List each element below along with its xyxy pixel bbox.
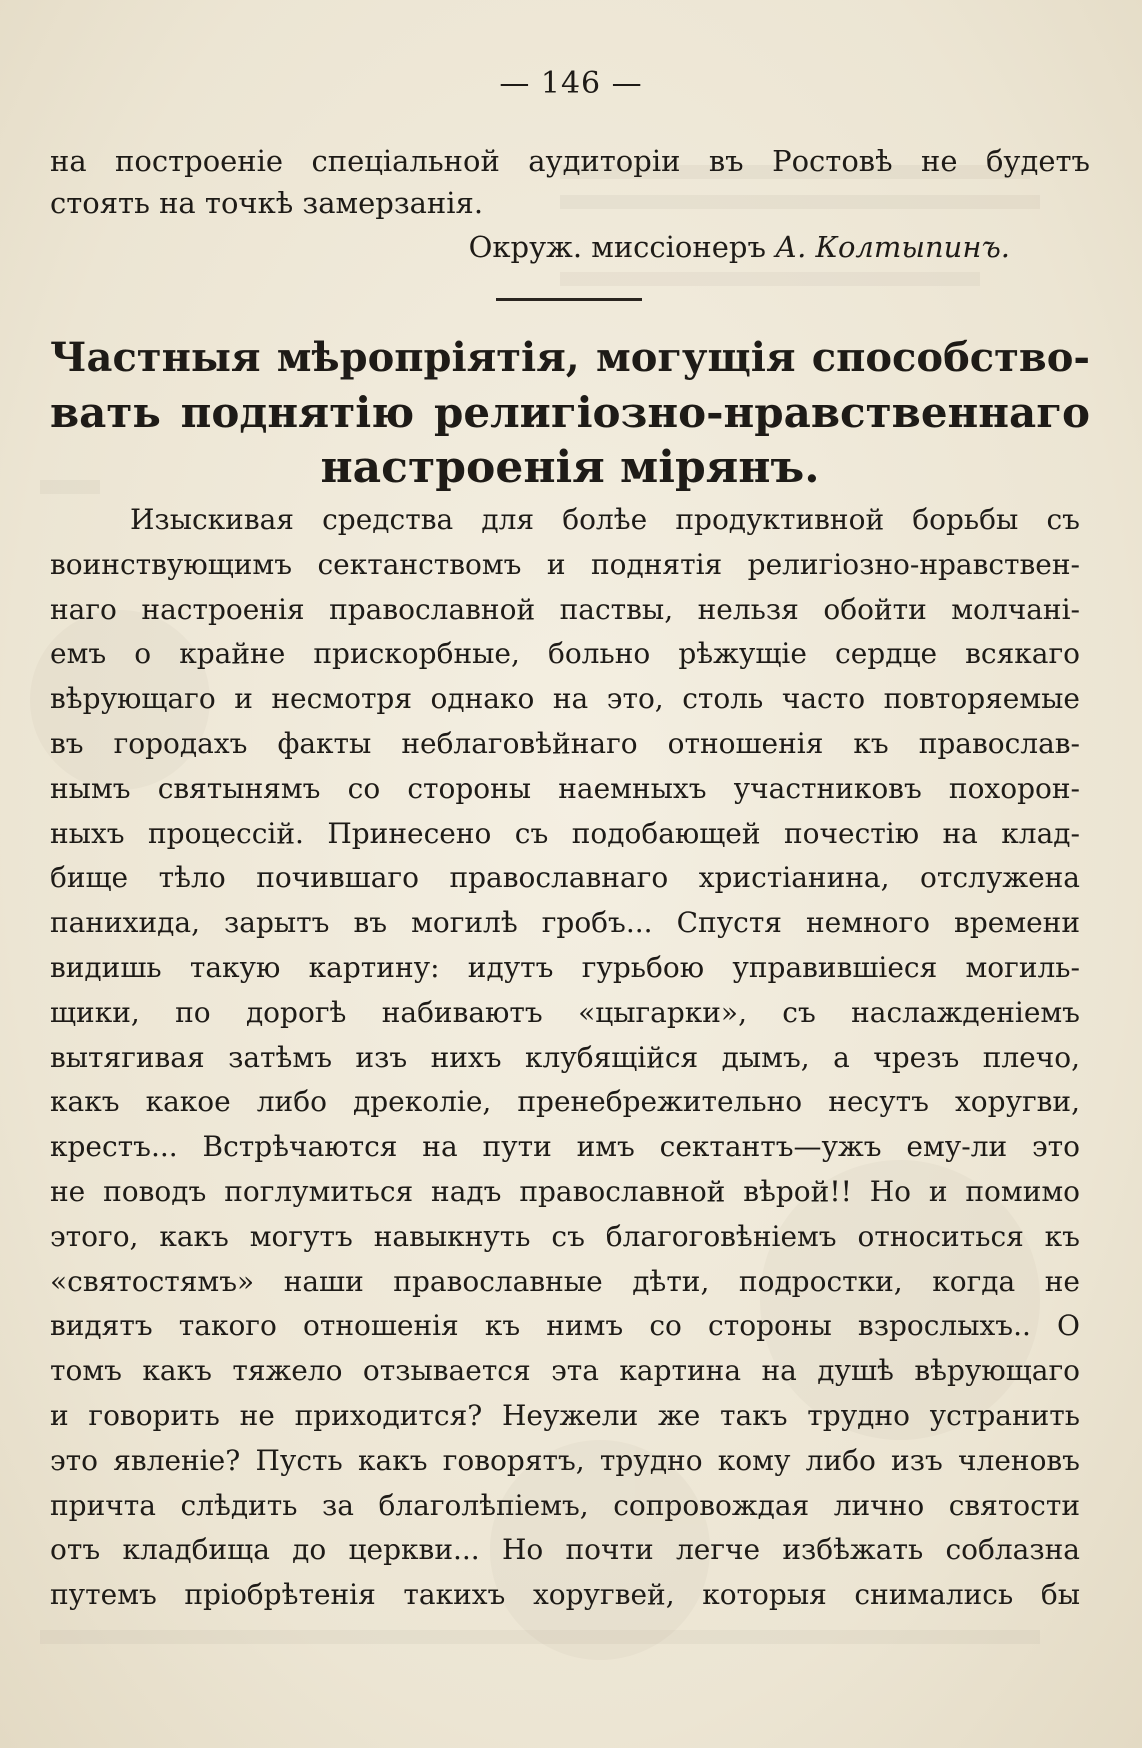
body-line: причта слѣдить за благолѣпіемъ, сопровождая лично святости	[50, 1488, 1080, 1522]
body-line: какъ какое либо дреколіе, пренебрежительно несутъ хоругви,	[50, 1085, 1080, 1119]
article-title-line-2: вать поднятію религіозно-нравственнаго	[50, 388, 1090, 437]
body-line: ныхъ процессій. Принесено съ подобающей почестію на клад-	[50, 816, 1080, 850]
body-line: видишь такую картину: идутъ гурьбою управившіеся могиль-	[50, 950, 1080, 984]
body-line: путемъ пріобрѣтенія такихъ хоругвей, которыя снимались бы	[50, 1578, 1080, 1612]
body-line: бище тѣло почившаго православнаго христіанина, отслужена	[50, 861, 1080, 895]
body-line: вытягивая затѣмъ изъ нихъ клубящійся дымъ, а чрезъ плечо,	[50, 1040, 1080, 1074]
body-line: воинствующимъ сектанствомъ и поднятія религіозно-нравствен-	[50, 547, 1080, 581]
body-line: томъ какъ тяжело отзывается эта картина на душѣ вѣрующаго	[50, 1354, 1080, 1388]
body-line: и говорить не приходится? Неужели же такъ трудно устранить	[50, 1398, 1080, 1432]
body-line: «святостямъ» наши православные дѣти, подростки, когда не	[50, 1264, 1080, 1298]
body-line: не поводъ поглумиться надъ православной вѣрой!! Но и помимо	[50, 1174, 1080, 1208]
signature	[0, 230, 1010, 264]
article-body	[50, 498, 1080, 1618]
body-line: это явленіе? Пусть какъ говорятъ, трудно кому либо изъ членовъ	[50, 1443, 1080, 1477]
continuation-line-1: на построеніе спеціальной аудиторіи въ Ростовѣ не будетъ	[50, 144, 1090, 178]
body-line: этого, какъ могутъ навыкнуть съ благоговѣніемъ относиться къ	[50, 1219, 1080, 1253]
body-line: нымъ святынямъ со стороны наемныхъ участниковъ похорон-	[50, 771, 1080, 805]
section-divider	[496, 298, 642, 301]
body-line: въ городахъ факты неблаговѣйнаго отношенія къ православ-	[50, 726, 1080, 760]
article-title	[50, 330, 1090, 495]
body-line: крестъ... Встрѣчаются на пути имъ сектантъ—ужъ ему-ли это	[50, 1130, 1080, 1164]
body-line: вѣрующаго и несмотря однако на это, столь часто повторяемые	[50, 682, 1080, 716]
signature-name: А. Колтыпинъ.	[775, 230, 1010, 264]
signature-role: Окруж. миссіонеръ	[468, 230, 766, 264]
body-line: Изыскивая средства для болѣе продуктивной борьбы съ	[130, 503, 1080, 536]
body-line: емъ о крайне прискорбные, больно рѣжущіе сердце всякаго	[50, 637, 1080, 671]
article-title-line-1: Частныя мѣропріятія, могущія способство-	[50, 334, 1090, 381]
body-line: щики, по дорогѣ набиваютъ «цыгарки», съ наслажденіемъ	[50, 995, 1080, 1029]
body-line: видятъ такого отношенія къ нимъ со стороны взрослыхъ.. О	[50, 1309, 1080, 1343]
body-line: наго настроенія православной паствы, нельзя обойти молчані-	[50, 592, 1080, 626]
page-number: — 146 —	[499, 66, 643, 101]
article-title-line-3: настроенія мірянъ.	[320, 442, 820, 493]
continuation-line-2: стоять на точкѣ замерзанія.	[50, 186, 484, 220]
body-line: отъ кладбища до церкви... Но почти легче избѣжать соблазна	[50, 1533, 1080, 1567]
body-line: панихида, зарытъ въ могилѣ гробъ... Спустя немного времени	[50, 906, 1080, 940]
